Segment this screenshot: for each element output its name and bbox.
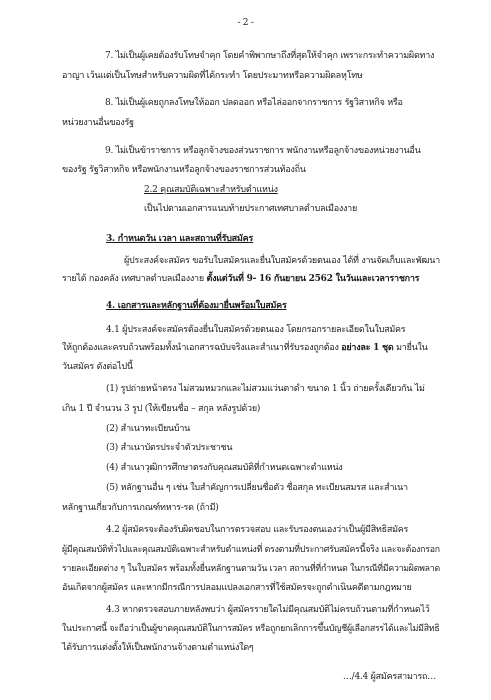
application-period: ตั้งแต่วันที่ 9- 16 กันยายน 2562 ในวันและเวลาราชการ	[206, 274, 420, 284]
para-4-1-line-3: วันสมัคร ดังต่อไปนี้	[62, 362, 133, 372]
section-4-heading: 4. เอกสารและหลักฐานที่ต้องมายื่นพร้อมใบสมัคร	[106, 301, 287, 311]
para-4-3-line-1: 4.3 หากตรวจสอบภายหลังพบว่า ผู้สมัครรายใดไม่มีคุณสมบัติไม่ครบถ้วนตามที่กำหนดไว้	[106, 605, 430, 615]
para-4-2-line-2: ผู้มีคุณสมบัติทั่วไปและคุณสมบัติเฉพาะสำหรับตำแหน่งที่ ตรงตามที่ประกาศรับสมัครนี้จริง และจะต้องกรอก	[62, 545, 440, 555]
para-4-1-line-2	[62, 343, 428, 354]
doc-3: (3) สำเนาบัตรประจำตัวประชาชน	[106, 443, 233, 453]
continuation-note: …/4.4 ผู้สมัครสามารถ…	[342, 672, 436, 682]
doc-2: (2) สำเนาทะเบียนบ้าน	[106, 424, 191, 434]
item-7-line-1: 7. ไม่เป็นผู้เคยต้องรับโทษจำคุก โดยคำพิพากษาถึงที่สุดให้จำคุก เพราะกระทำความผิดทาง	[105, 51, 435, 61]
item-7-line-2: อาญา เว้นแต่เป็นโทษสำหรับความผิดที่ได้กระทำ โดยประมาทหรือความผิดลหุโทษ	[62, 71, 363, 81]
para-4-2-line-3: รายละเอียดต่าง ๆ ในใบสมัคร พร้อมทั้งยื่นหลักฐานตามวัน เวลา สถานที่ที่กำหนด ในกรณีที่มีความผิดพลาด	[62, 564, 440, 574]
para-4-3-line-2: ในประกาศนี้ จะถือว่าเป็นผู้ขาดคุณสมบัติในการสมัคร หรือถูกยกเลิกการขึ้นบัญชีผู้เลือกสรรได้และไม่มีสิทธิ	[62, 624, 440, 634]
item-9-line-1: 9. ไม่เป็นข้าราชการ หรือลูกจ้างของส่วนราชการ พนักงานหรือลูกจ้างของหน่วยงานอื่น	[105, 146, 421, 156]
doc-1-line-1: (1) รูปถ่ายหน้าตรง ไม่สวมหมวกและไม่สวมแว่นตาดำ ขนาด 1 นิ้ว ถ่ายครั้งเดียวกัน ไม่	[106, 384, 425, 394]
section-3-line-2-text: รายได้ กองคลัง เทศบาลตำบลเมืองงาย	[62, 274, 207, 284]
para-4-2-line-4: อันเกิดจากผู้สมัคร และหากมีกรณีการปลอมแปลงเอกสารที่ใช้สมัครจะถูกดำเนินคดีตามกฎหมาย	[62, 583, 412, 593]
para-4-1-line-1: 4.1 ผู้ประสงค์จะสมัครต้องยื่นใบสมัครด้วยตนเอง โดยกรอกรายละเอียดในใบสมัคร	[106, 325, 406, 335]
section-3-line-2	[62, 274, 419, 285]
doc-5-line-1: (5) หลักฐานอื่น ๆ เช่น ใบสำคัญการเปลี่ยนชื่อตัว ชื่อสกุล ทะเบียนสมรส และสำเนา	[106, 483, 408, 493]
item-9-line-2: ของรัฐ รัฐวิสาหกิจ หรือพนักงานหรือลูกจ้างของราชการส่วนท้องถิ่น	[62, 165, 306, 175]
item-8-line-2: หน่วยงานอื่นของรัฐ	[62, 118, 134, 128]
doc-1-line-2: เกิน 1 ปี จำนวน 3 รูป (ให้เขียนชื่อ – สกุล หลังรูปด้วย)	[62, 404, 261, 414]
para-4-2-line-1: 4.2 ผู้สมัครจะต้องรับผิดชอบในการตรวจสอบ และรับรองตนเองว่าเป็นผู้มีสิทธิสมัคร	[106, 525, 409, 535]
doc-5-line-2: หลักฐานเกี่ยวกับการเกณฑ์ทหาร-รด (ถ้ามี)	[62, 503, 219, 513]
section-3-heading: 3. กำหนดวัน เวลา และสถานที่รับสมัคร	[106, 234, 253, 244]
item-8-line-1: 8. ไม่เป็นผู้เคยถูกลงโทษให้ออก ปลดออก หรือไล่ออกจากราชการ รัฐวิสาหกิจ หรือ	[105, 98, 403, 108]
copies-required: อย่างละ 1 ชุด	[341, 343, 394, 353]
para-4-1-line-2-text: ให้ถูกต้องและครบถ้วนพร้อมทั้งนำเอกสารฉบับจริงและสำเนาที่รับรองถูกต้อง	[62, 343, 342, 353]
doc-4: (4) สำเนาวุฒิการศึกษาตรงกับคุณสมบัติที่กำหนดเฉพาะตำแหน่ง	[106, 463, 343, 473]
para-4-1-line-2-tail: มายื่นใน	[393, 343, 428, 353]
para-4-3-line-3: ได้รับการแต่งตั้งให้เป็นพนักงานจ้างตามตำแหน่งใดๆ	[62, 643, 254, 653]
section-3-line-1: ผู้ประสงค์จะสมัคร ขอรับใบสมัครและยื่นใบสมัครด้วยตนเอง ได้ที่ งานจัดเก็บและพัฒนา	[124, 256, 440, 266]
page-number: - 2 -	[237, 18, 254, 28]
section-2-2-heading: 2.2 คุณสมบัติเฉพาะสำหรับตำแหน่ง	[144, 185, 278, 195]
section-2-2-body: เป็นไปตามเอกสารแนบท้ายประกาศเทศบาลตำบลเมืองงาย	[144, 204, 358, 214]
